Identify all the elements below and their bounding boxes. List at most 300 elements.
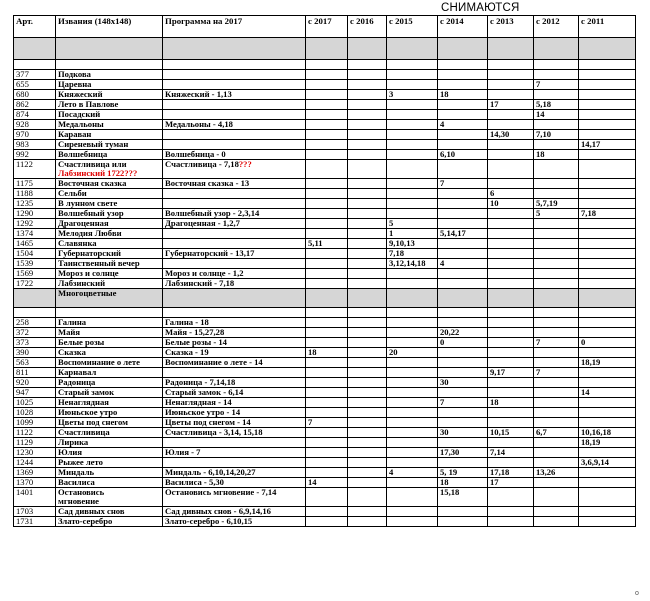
name-cell: Таинственный вечер <box>56 259 163 269</box>
year-cell: 17 <box>488 100 534 110</box>
program-cell <box>163 458 306 468</box>
name-cell: Посадский <box>56 110 163 120</box>
table-row <box>14 438 636 448</box>
column-header: с 2014 <box>438 16 488 38</box>
year-cell <box>387 488 438 507</box>
year-cell <box>348 368 387 378</box>
year-cell <box>348 358 387 368</box>
year-cell <box>534 438 579 448</box>
header-note: СНИМАЮТСЯ <box>441 2 520 14</box>
year-cell: 18,19 <box>579 438 636 448</box>
year-cell <box>438 269 488 279</box>
year-cell <box>387 478 438 488</box>
year-cell <box>534 348 579 358</box>
name-cell: Княжеский <box>56 90 163 100</box>
name-cell: Восточная сказка <box>56 179 163 189</box>
article-cell: 655 <box>14 80 56 90</box>
program-cell <box>163 110 306 120</box>
year-cell <box>534 259 579 269</box>
year-cell <box>438 209 488 219</box>
year-cell <box>348 179 387 189</box>
year-cell <box>488 179 534 189</box>
year-cell <box>348 70 387 80</box>
table-row <box>14 358 636 368</box>
year-cell <box>306 328 348 338</box>
program-cell: Счастливица - 7,18??? <box>163 160 306 179</box>
year-cell <box>306 458 348 468</box>
year-cell: 18,19 <box>579 358 636 368</box>
year-cell <box>488 338 534 348</box>
name-cell: Злато-серебро <box>56 517 163 527</box>
year-cell <box>534 140 579 150</box>
year-cell <box>348 458 387 468</box>
article-cell: 1465 <box>14 239 56 249</box>
year-cell <box>348 130 387 140</box>
table-row <box>14 199 636 209</box>
year-cell <box>306 408 348 418</box>
program-cell <box>163 189 306 199</box>
year-cell <box>534 517 579 527</box>
corner-mark: o <box>635 590 639 597</box>
year-cell <box>488 80 534 90</box>
year-cell <box>534 279 579 289</box>
table-row <box>14 348 636 358</box>
article-cell: 992 <box>14 150 56 160</box>
year-cell <box>488 488 534 507</box>
article-cell: 377 <box>14 70 56 80</box>
year-cell <box>438 249 488 259</box>
program-cell <box>163 80 306 90</box>
name-cell: Караван <box>56 130 163 140</box>
year-cell <box>306 130 348 140</box>
year-cell: 7 <box>534 80 579 90</box>
year-cell <box>579 348 636 358</box>
year-cell: 14 <box>579 388 636 398</box>
name-cell: Лабзинский <box>56 279 163 289</box>
table-row <box>14 507 636 517</box>
program-cell: Остановись мгновение - 7,14 <box>163 488 306 507</box>
year-cell <box>306 110 348 120</box>
year-cell <box>348 189 387 199</box>
article-cell: 373 <box>14 338 56 348</box>
column-header: Арт. <box>14 16 56 38</box>
year-cell: 5,11 <box>306 239 348 249</box>
name-cell: Мелодия Любви <box>56 229 163 239</box>
year-cell: 10 <box>488 199 534 209</box>
column-header: с 2011 <box>579 16 636 38</box>
year-cell: 5,7,19 <box>534 199 579 209</box>
year-cell <box>579 130 636 140</box>
article-cell: 1703 <box>14 507 56 517</box>
year-cell <box>488 229 534 239</box>
year-cell <box>306 398 348 408</box>
year-cell <box>534 478 579 488</box>
year-cell <box>488 219 534 229</box>
year-cell: 5 <box>387 219 438 229</box>
year-cell <box>438 130 488 140</box>
year-cell <box>387 507 438 517</box>
article-cell: 258 <box>14 318 56 328</box>
year-cell <box>348 388 387 398</box>
year-cell <box>438 418 488 428</box>
year-cell <box>488 378 534 388</box>
program-cell <box>163 239 306 249</box>
program-cell: Княжеский - 1,13 <box>163 90 306 100</box>
year-cell: 20 <box>387 348 438 358</box>
table-row <box>14 428 636 438</box>
table-row <box>14 150 636 160</box>
article-cell: 1401 <box>14 488 56 507</box>
year-cell <box>579 189 636 199</box>
year-cell: 6,7 <box>534 428 579 438</box>
year-cell <box>306 448 348 458</box>
year-cell: 30 <box>438 378 488 388</box>
year-cell <box>488 418 534 428</box>
year-cell <box>438 517 488 527</box>
table-row <box>14 80 636 90</box>
year-cell <box>387 100 438 110</box>
program-cell: Губернаторский - 13,17 <box>163 249 306 259</box>
year-cell <box>306 269 348 279</box>
year-cell: 17,18 <box>488 468 534 478</box>
year-cell <box>534 249 579 259</box>
year-cell: 17 <box>488 478 534 488</box>
year-cell <box>488 279 534 289</box>
article-cell: 1369 <box>14 468 56 478</box>
year-cell: 7 <box>534 368 579 378</box>
column-header: с 2017 <box>306 16 348 38</box>
year-cell <box>387 80 438 90</box>
year-cell <box>488 120 534 130</box>
year-cell <box>348 488 387 507</box>
year-cell <box>579 418 636 428</box>
year-cell: 6,10 <box>438 150 488 160</box>
program-cell <box>163 229 306 239</box>
year-cell <box>579 378 636 388</box>
name-cell: Драгоценная <box>56 219 163 229</box>
year-cell <box>438 368 488 378</box>
article-cell: 811 <box>14 368 56 378</box>
year-cell: 7,14 <box>488 448 534 458</box>
year-cell <box>348 318 387 328</box>
program-cell: Волшебный узор - 2,3,14 <box>163 209 306 219</box>
program-cell <box>163 438 306 448</box>
year-cell <box>306 378 348 388</box>
article-cell: 1122 <box>14 428 56 438</box>
year-cell <box>387 358 438 368</box>
year-cell <box>534 120 579 130</box>
year-cell <box>438 70 488 80</box>
year-cell: 10,16,18 <box>579 428 636 438</box>
year-cell <box>438 318 488 328</box>
year-cell <box>534 239 579 249</box>
year-cell <box>438 110 488 120</box>
name-cell: Галина <box>56 318 163 328</box>
year-cell: 4 <box>438 120 488 130</box>
year-cell: 4 <box>438 259 488 269</box>
year-cell <box>488 348 534 358</box>
year-cell <box>488 90 534 100</box>
year-cell <box>348 90 387 100</box>
year-cell <box>579 249 636 259</box>
year-cell <box>387 189 438 199</box>
year-cell: 0 <box>438 338 488 348</box>
section-multicolor: Многоцветные <box>14 289 636 308</box>
year-cell <box>488 517 534 527</box>
program-cell: Волшебница - 0 <box>163 150 306 160</box>
program-cell: Миндаль - 6,10,14,20,27 <box>163 468 306 478</box>
table-row <box>14 398 636 408</box>
program-cell: Мороз и солнце - 1,2 <box>163 269 306 279</box>
year-cell <box>387 368 438 378</box>
year-cell <box>579 90 636 100</box>
year-cell <box>488 140 534 150</box>
name-cell: Цветы под снегом <box>56 418 163 428</box>
year-cell: 7 <box>438 179 488 189</box>
name-cell: Ненаглядная <box>56 398 163 408</box>
year-cell <box>534 318 579 328</box>
year-cell <box>387 269 438 279</box>
program-cell: Галина - 18 <box>163 318 306 328</box>
year-cell: 5, 19 <box>438 468 488 478</box>
year-cell <box>579 318 636 328</box>
article-cell: 983 <box>14 140 56 150</box>
year-cell <box>348 100 387 110</box>
article-cell: 1370 <box>14 478 56 488</box>
table-row <box>14 448 636 458</box>
year-cell <box>348 398 387 408</box>
year-cell <box>438 80 488 90</box>
year-cell <box>387 408 438 418</box>
year-cell <box>348 408 387 418</box>
year-cell <box>579 100 636 110</box>
year-cell: 18 <box>438 478 488 488</box>
table-row <box>14 279 636 289</box>
year-cell <box>387 179 438 189</box>
program-cell: Медальоны - 4,18 <box>163 120 306 130</box>
article-cell: 1188 <box>14 189 56 199</box>
name-cell: Счастливица <box>56 428 163 438</box>
table-row <box>14 219 636 229</box>
year-cell <box>306 507 348 517</box>
article-cell: 1569 <box>14 269 56 279</box>
year-cell <box>579 328 636 338</box>
program-cell <box>163 199 306 209</box>
year-cell <box>488 209 534 219</box>
year-cell <box>579 408 636 418</box>
year-cell: 6 <box>488 189 534 199</box>
year-cell <box>387 448 438 458</box>
program-cell <box>163 140 306 150</box>
year-cell: 10,15 <box>488 428 534 438</box>
program-cell: Драгоценная - 1,2,7 <box>163 219 306 229</box>
year-cell <box>534 328 579 338</box>
year-cell <box>348 448 387 458</box>
article-cell: 372 <box>14 328 56 338</box>
year-cell <box>438 438 488 448</box>
year-cell <box>534 70 579 80</box>
year-cell <box>306 338 348 348</box>
program-cell: Счастливица - 3,14, 15,18 <box>163 428 306 438</box>
year-cell <box>348 239 387 249</box>
name-cell: Волшебный узор <box>56 209 163 219</box>
year-cell <box>348 378 387 388</box>
year-cell: 18 <box>306 348 348 358</box>
name-cell: Царевна <box>56 80 163 90</box>
article-cell: 1722 <box>14 279 56 289</box>
year-cell: 1 <box>387 229 438 239</box>
name-cell: Сказка <box>56 348 163 358</box>
year-cell <box>579 219 636 229</box>
year-cell <box>579 398 636 408</box>
year-cell <box>387 388 438 398</box>
year-cell <box>488 269 534 279</box>
article-cell: 1230 <box>14 448 56 458</box>
year-cell <box>348 478 387 488</box>
year-cell <box>306 219 348 229</box>
year-cell <box>579 239 636 249</box>
year-cell <box>306 80 348 90</box>
article-cell: 947 <box>14 388 56 398</box>
year-cell <box>348 209 387 219</box>
column-header: Программа на 2017 <box>163 16 306 38</box>
year-cell <box>579 259 636 269</box>
name-cell: Волшебница <box>56 150 163 160</box>
table-row <box>14 388 636 398</box>
program-cell: Старый замок - 6,14 <box>163 388 306 398</box>
year-cell <box>438 408 488 418</box>
year-cell: 13,26 <box>534 468 579 478</box>
year-cell <box>534 269 579 279</box>
table-row <box>14 468 636 478</box>
year-cell <box>387 338 438 348</box>
article-cell: 1028 <box>14 408 56 418</box>
year-cell <box>488 408 534 418</box>
year-cell <box>387 418 438 428</box>
year-cell: 5,18 <box>534 100 579 110</box>
table-row <box>14 239 636 249</box>
column-header: с 2012 <box>534 16 579 38</box>
year-cell: 14,30 <box>488 130 534 140</box>
table-row <box>14 478 636 488</box>
year-cell: 30 <box>438 428 488 438</box>
year-cell <box>348 199 387 209</box>
article-cell: 970 <box>14 130 56 140</box>
table-row <box>14 318 636 328</box>
name-cell: Подкова <box>56 70 163 80</box>
year-cell <box>387 140 438 150</box>
article-cell: 680 <box>14 90 56 100</box>
year-cell <box>306 189 348 199</box>
year-cell <box>348 80 387 90</box>
year-cell <box>348 279 387 289</box>
year-cell <box>534 179 579 189</box>
year-cell: 3,12,14,18 <box>387 259 438 269</box>
table-row <box>14 368 636 378</box>
year-cell <box>534 507 579 517</box>
table-row <box>14 269 636 279</box>
year-cell <box>438 189 488 199</box>
year-cell <box>306 428 348 438</box>
article-cell: 563 <box>14 358 56 368</box>
year-cell <box>306 120 348 130</box>
year-cell: 7 <box>534 338 579 348</box>
year-cell: 7 <box>438 398 488 408</box>
year-cell <box>579 478 636 488</box>
year-cell <box>306 279 348 289</box>
year-cell <box>534 378 579 388</box>
program-cell: Июньское утро - 14 <box>163 408 306 418</box>
year-cell <box>438 219 488 229</box>
year-cell <box>348 140 387 150</box>
year-cell <box>348 219 387 229</box>
year-cell <box>579 279 636 289</box>
name-cell: Карнавал <box>56 368 163 378</box>
program-cell <box>163 70 306 80</box>
year-cell <box>306 150 348 160</box>
year-cell: 5,14,17 <box>438 229 488 239</box>
year-cell <box>488 438 534 448</box>
year-cell <box>387 517 438 527</box>
year-cell: 7,10 <box>534 130 579 140</box>
year-cell <box>387 209 438 219</box>
year-cell <box>306 90 348 100</box>
article-cell: 874 <box>14 110 56 120</box>
year-cell <box>306 259 348 269</box>
year-cell <box>534 358 579 368</box>
year-cell <box>438 388 488 398</box>
year-cell <box>387 110 438 120</box>
year-cell: 9,10,13 <box>387 239 438 249</box>
year-cell <box>579 448 636 458</box>
year-cell <box>579 229 636 239</box>
program-cell: Цветы под снегом - 14 <box>163 418 306 428</box>
year-cell <box>348 507 387 517</box>
article-cell: 928 <box>14 120 56 130</box>
name-cell: Радоница <box>56 378 163 388</box>
year-cell: 18 <box>438 90 488 100</box>
year-cell: 5 <box>534 209 579 219</box>
year-cell: 7 <box>306 418 348 428</box>
year-cell <box>348 110 387 120</box>
program-cell <box>163 130 306 140</box>
table-row <box>14 408 636 418</box>
program-cell: Сад дивных снов - 6,9,14,16 <box>163 507 306 517</box>
year-cell: 14,17 <box>579 140 636 150</box>
year-cell <box>534 418 579 428</box>
article-cell: 1731 <box>14 517 56 527</box>
table-row <box>14 110 636 120</box>
year-cell <box>348 338 387 348</box>
year-cell <box>488 239 534 249</box>
year-cell <box>579 269 636 279</box>
name-cell: Лирика <box>56 438 163 448</box>
article-cell: 1374 <box>14 229 56 239</box>
table-row <box>14 140 636 150</box>
table-row <box>14 189 636 199</box>
year-cell <box>387 458 438 468</box>
year-cell <box>387 398 438 408</box>
name-cell: Сельби <box>56 189 163 199</box>
year-cell <box>306 368 348 378</box>
year-cell <box>348 418 387 428</box>
year-cell <box>488 318 534 328</box>
year-cell <box>438 199 488 209</box>
year-cell <box>579 80 636 90</box>
year-cell <box>348 259 387 269</box>
section-band <box>14 38 636 60</box>
year-cell <box>306 199 348 209</box>
